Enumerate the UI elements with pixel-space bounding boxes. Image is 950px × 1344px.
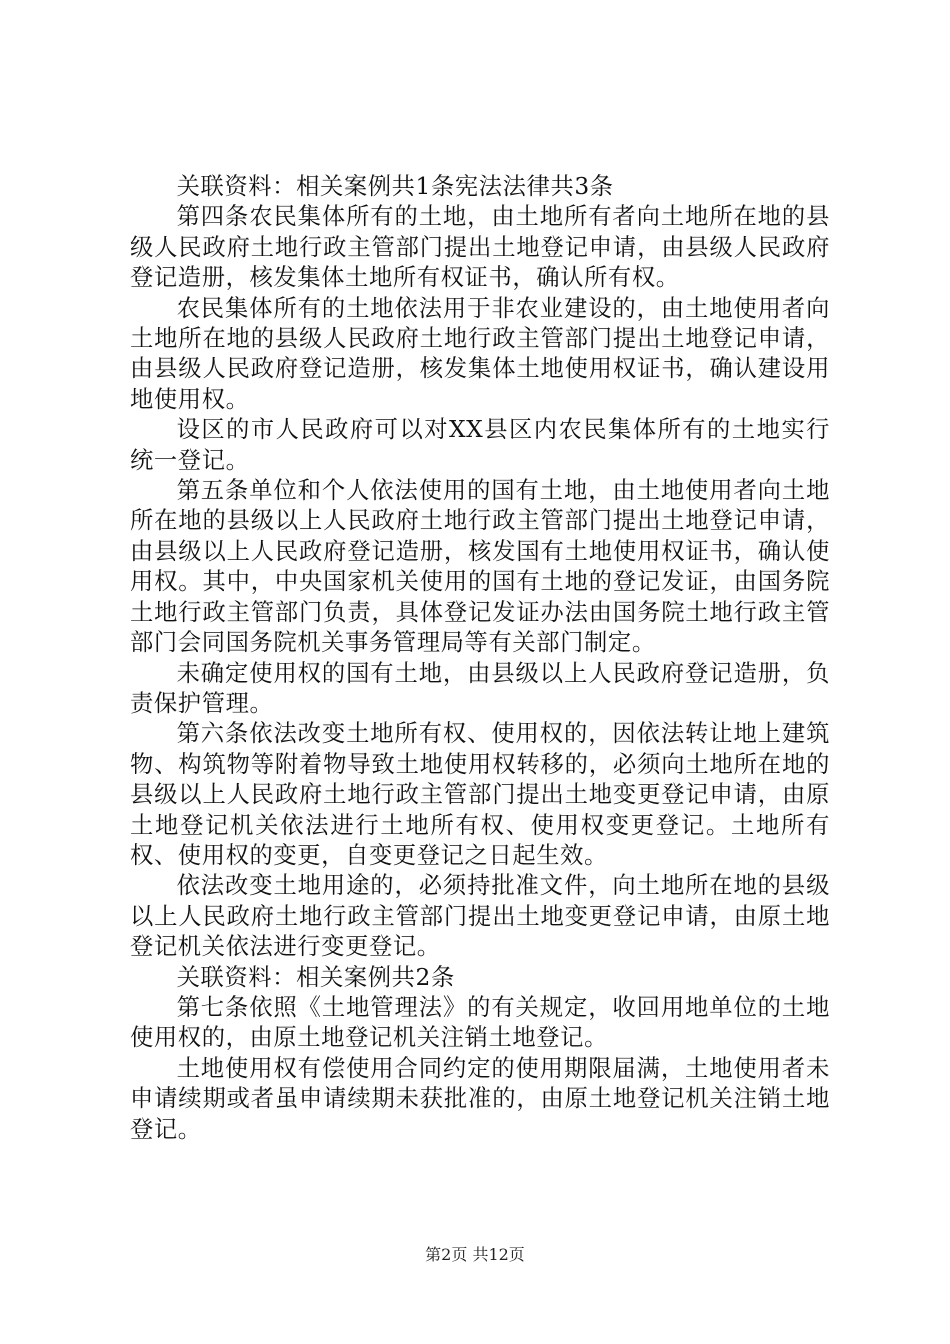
article-7-clause-2: 土地使用权有偿使用合同约定的使用期限届满，土地使用者未申请续期或者虽申请续期未获批准的，由原土地登记机关注销土地登记。	[130, 1054, 830, 1143]
page-number-footer: 第2页 共12页	[425, 1245, 525, 1264]
article-4-clause-3: 设区的市人民政府可以对XX县区内农民集体所有的土地实行统一登记。	[130, 416, 830, 474]
article-7-paragraph: 第七条依照《土地管理法》的有关规定，收回用地单位的土地使用权的，由原土地登记机关注销土地登记。	[130, 993, 830, 1052]
article-6-paragraph: 第六条依法改变土地所有权、使用权的，因依法转让地上建筑物、构筑物等附着物导致土地使用权转移的，必须向土地所在地的县级以上人民政府土地行政主管部门提出土地变更登记申请，由原土地登记机关依法进行土地所有权、使用权变更登记。土地所有权、使用权的变更，自变更登记之日起生效。	[130, 720, 830, 869]
related-materials-note: 关联资料：相关案例共1条宪法法律共3条	[176, 173, 614, 200]
article-5-paragraph: 第五条单位和个人依法使用的国有土地，由土地使用者向土地所在地的县级以上人民政府土地行政主管部门提出土地登记申请，由县级以上人民政府登记造册，核发国有土地使用权证书，确认使用权。其中，中央国家机关使用的国有土地的登记发证，由国务院土地行政主管部门负责，具体登记发证办法由国务院土地行政主管部门会同国务院机关事务管理局等有关部门制定。	[130, 477, 830, 657]
article-6-clause-2: 依法改变土地用途的，必须持批准文件，向土地所在地的县级以上人民政府土地行政主管部门提出土地变更登记申请，由原土地登记机关依法进行变更登记。	[130, 872, 830, 961]
article-5-clause-2: 未确定使用权的国有土地，由县级以上人民政府登记造册，负责保护管理。	[130, 659, 830, 717]
article-4-clause-2: 农民集体所有的土地依法用于非农业建设的，由土地使用者向土地所在地的县级人民政府土地行政主管部门提出土地登记申请，由县级人民政府登记造册，核发集体土地使用权证书，确认建设用地使用权。	[130, 294, 830, 413]
related-materials-note-2: 关联资料：相关案例共2条	[176, 963, 455, 991]
article-4-paragraph: 第四条农民集体所有的土地，由土地所有者向土地所在地的县级人民政府土地行政主管部门提出土地登记申请，由县级人民政府登记造册，核发集体土地所有权证书，确认所有权。	[130, 203, 830, 292]
document-body	[130, 172, 830, 1145]
